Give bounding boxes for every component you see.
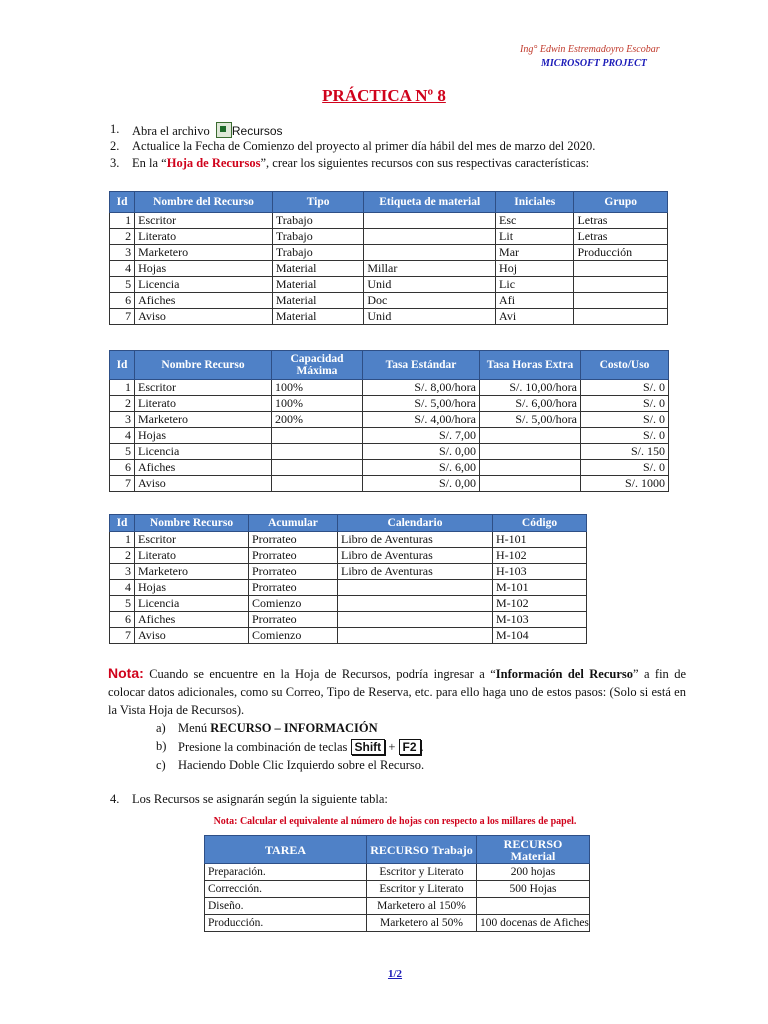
table-cell: Diseño. — [205, 898, 367, 915]
table-row — [110, 596, 587, 612]
nota-text-pre: Cuando se encuentre en la Hoja de Recursos, podría ingresar a “ — [143, 667, 496, 681]
col-header: Calendario — [338, 515, 493, 532]
table-cell: Doc — [364, 293, 496, 309]
table-cell: S/. 8,00/hora — [363, 380, 480, 396]
table-cell: Marketero — [135, 245, 273, 261]
table-cell: Letras — [574, 213, 668, 229]
table-cell — [480, 460, 581, 476]
assignment-table — [204, 835, 590, 932]
table-cell: Afiches — [135, 612, 249, 628]
table-cell: S/. 0,00 — [363, 476, 480, 492]
table-cell: 4 — [110, 580, 135, 596]
col-header: Tasa Estándar — [363, 351, 480, 380]
table-cell: S/. 7,00 — [363, 428, 480, 444]
table-cell — [338, 596, 493, 612]
table-cell — [364, 229, 496, 245]
table-cell: Unid — [364, 309, 496, 325]
table-cell: Unid — [364, 277, 496, 293]
table-cell: Producción — [574, 245, 668, 261]
step-text: Los Recursos se asignarán según la siguiente tabla: — [132, 792, 388, 806]
table-cell: M-103 — [493, 612, 587, 628]
table-cell: Esc — [496, 213, 574, 229]
table-row — [110, 628, 587, 644]
col-header: Id — [110, 192, 135, 213]
page-title: PRÁCTICA Nº 8 — [322, 86, 446, 105]
nota-paragraph — [108, 664, 686, 719]
page-number: 1/2 — [387, 968, 403, 980]
table-cell: S/. 10,00/hora — [480, 380, 581, 396]
table-cell: 5 — [110, 444, 135, 460]
table-cell: Libro de Aventuras — [338, 532, 493, 548]
table-cell — [272, 428, 363, 444]
table-row — [110, 396, 669, 412]
table-cell — [480, 428, 581, 444]
table-cell: Mar — [496, 245, 574, 261]
table-cell: Prorrateo — [249, 548, 338, 564]
table-cell — [480, 444, 581, 460]
table-cell: Lit — [496, 229, 574, 245]
table-row — [110, 380, 669, 396]
table-cell: 5 — [110, 596, 135, 612]
table-cell: Hojas — [135, 428, 272, 444]
table-cell: S/. 150 — [581, 444, 669, 460]
table-cell: S/. 0 — [581, 380, 669, 396]
table-cell: Afiches — [135, 293, 273, 309]
step-text-pre: En la “ — [132, 156, 167, 170]
table-cell: Literato — [135, 396, 272, 412]
table-cell: Material — [272, 293, 363, 309]
table-row — [110, 309, 668, 325]
table-cell: Marketero al 150% — [367, 898, 477, 915]
table-cell: 100% — [272, 380, 363, 396]
table-cell: Material — [272, 261, 363, 277]
table-cell — [574, 261, 668, 277]
col-header: Nombre Recurso — [135, 351, 272, 380]
table-cell: Aviso — [135, 628, 249, 644]
col-header: Nombre Recurso — [135, 515, 249, 532]
table-row — [110, 229, 668, 245]
table-cell: Libro de Aventuras — [338, 564, 493, 580]
table-cell: S/. 6,00 — [363, 460, 480, 476]
table-cell: S/. 0 — [581, 460, 669, 476]
header-course: MICROSOFT PROJECT — [541, 58, 647, 69]
table-cell: S/. 4,00/hora — [363, 412, 480, 428]
table-cell: 2 — [110, 548, 135, 564]
table-cell: S/. 0 — [581, 428, 669, 444]
table-cell: 3 — [110, 245, 135, 261]
table-cell: Trabajo — [272, 245, 363, 261]
resource-calendar-table — [109, 514, 587, 644]
table-cell: M-102 — [493, 596, 587, 612]
header-author: Ing° Edwin Estremadoyro Escobar — [520, 44, 660, 55]
table-cell: 200% — [272, 412, 363, 428]
item-letter: b) — [156, 739, 167, 753]
table-cell: H-102 — [493, 548, 587, 564]
table-cell: Comienzo — [249, 628, 338, 644]
table-cell: 6 — [110, 293, 135, 309]
table-cell: Letras — [574, 229, 668, 245]
table-cell: 100 docenas de Afiches — [477, 915, 590, 932]
col-header: Capacidad Máxima — [272, 351, 363, 380]
table-row — [205, 898, 590, 915]
table-cell: Licencia — [135, 444, 272, 460]
item-text: Presione la combinación de teclas — [178, 740, 351, 754]
table-cell: M-104 — [493, 628, 587, 644]
table-cell: 7 — [110, 628, 135, 644]
table-cell: Prorrateo — [249, 612, 338, 628]
col-header: Etiqueta de material — [364, 192, 496, 213]
table-cell — [477, 898, 590, 915]
table-cell: Afi — [496, 293, 574, 309]
table-cell: Afiches — [135, 460, 272, 476]
table-cell: S/. 1000 — [581, 476, 669, 492]
table-cell: 200 hojas — [477, 864, 590, 881]
table-cell: 500 Hojas — [477, 881, 590, 898]
col-header: Tipo — [272, 192, 363, 213]
table-row — [110, 293, 668, 309]
item-letter: a) — [156, 721, 166, 735]
table-cell — [338, 612, 493, 628]
table-cell: Hojas — [135, 261, 273, 277]
table-cell: S/. 0 — [581, 412, 669, 428]
step-number: 1. — [110, 122, 120, 136]
table-row — [110, 612, 587, 628]
col-header: Costo/Uso — [581, 351, 669, 380]
table-cell — [272, 476, 363, 492]
table-cell: 6 — [110, 612, 135, 628]
table-cell: Literato — [135, 548, 249, 564]
table-row — [110, 476, 669, 492]
table-cell — [338, 580, 493, 596]
col-header: Acumular — [249, 515, 338, 532]
table-row — [110, 444, 669, 460]
table-row — [205, 864, 590, 881]
nota-text-bold: Información del Recurso — [495, 667, 633, 681]
table-cell: 7 — [110, 476, 135, 492]
table-cell: Prorrateo — [249, 580, 338, 596]
col-header: Nombre del Recurso — [135, 192, 273, 213]
table-cell: 4 — [110, 261, 135, 277]
table-cell: Escritor y Literato — [367, 864, 477, 881]
table-cell: 1 — [110, 213, 135, 229]
table-cell: 6 — [110, 460, 135, 476]
table-cell: 2 — [110, 229, 135, 245]
table-cell: 1 — [110, 532, 135, 548]
table-cell: Licencia — [135, 596, 249, 612]
col-header: Tasa Horas Extra — [480, 351, 581, 380]
item-bold: RECURSO – INFORMACIÓN — [210, 721, 378, 735]
table-cell: Prorrateo — [249, 532, 338, 548]
table-cell — [574, 309, 668, 325]
table-cell: Trabajo — [272, 213, 363, 229]
step-number: 3. — [110, 156, 120, 170]
table-cell: Marketero — [135, 564, 249, 580]
table-row — [110, 564, 587, 580]
table-cell: Hoj — [496, 261, 574, 277]
table-cell: Lic — [496, 277, 574, 293]
table-cell — [364, 245, 496, 261]
note-calculation: Nota: Calcular el equivalente al número de hojas con respecto a los millares de papel. — [213, 816, 577, 827]
table-row — [110, 580, 587, 596]
table-cell: 5 — [110, 277, 135, 293]
plus-sign: + — [385, 740, 399, 754]
shift-key: Shift — [351, 739, 386, 755]
resource-rates-table — [109, 350, 669, 492]
table-cell — [574, 293, 668, 309]
table-row — [110, 548, 587, 564]
table-cell: Comienzo — [249, 596, 338, 612]
table-cell: Material — [272, 309, 363, 325]
table-row — [205, 881, 590, 898]
table-cell — [338, 628, 493, 644]
table-cell: Producción. — [205, 915, 367, 932]
table-cell: 2 — [110, 396, 135, 412]
table-cell: Hojas — [135, 580, 249, 596]
table-cell — [480, 476, 581, 492]
step-text-post: ”, crear los siguientes recursos con sus respectivas características: — [260, 156, 590, 170]
table-cell: Escritor y Literato — [367, 881, 477, 898]
table-row — [110, 277, 668, 293]
table-cell — [272, 460, 363, 476]
table-row — [110, 412, 669, 428]
table-cell: S/. 6,00/hora — [480, 396, 581, 412]
table-row — [110, 245, 668, 261]
table-cell: 4 — [110, 428, 135, 444]
project-file-icon[interactable] — [216, 122, 232, 138]
table-cell: 1 — [110, 380, 135, 396]
item-text: Menú — [178, 721, 211, 735]
table-cell — [272, 444, 363, 460]
table-cell: Libro de Aventuras — [338, 548, 493, 564]
item-letter: c) — [156, 758, 166, 772]
table-cell: Corrección. — [205, 881, 367, 898]
table-cell: Avi — [496, 309, 574, 325]
col-header: RECURSO Trabajo — [367, 836, 477, 864]
table-cell: M-101 — [493, 580, 587, 596]
nota-text-post: ” a fin de colocar datos adicionales, como su Correo, Tipo de Reserva, etc. para ello haga uno de estos pasos: (Solo si está en la Vista Hoja de Recursos). — [108, 667, 687, 717]
table-cell: S/. 5,00/hora — [480, 412, 581, 428]
table-cell: H-103 — [493, 564, 587, 580]
table-cell: 7 — [110, 309, 135, 325]
table-cell: Prorrateo — [249, 564, 338, 580]
table-row — [110, 428, 669, 444]
table-cell: Preparación. — [205, 864, 367, 881]
step-text-bold: Hoja de Recursos — [166, 156, 261, 170]
table-cell: 100% — [272, 396, 363, 412]
step-text: Abra el archivo — [132, 124, 210, 138]
f2-key: F2 — [399, 739, 421, 755]
table-cell: Marketero — [135, 412, 272, 428]
table-cell: Aviso — [135, 309, 273, 325]
table-row — [110, 213, 668, 229]
table-cell: Escritor — [135, 380, 272, 396]
item-text: Haciendo Doble Clic Izquierdo sobre el Recurso. — [178, 758, 425, 772]
table-cell: Aviso — [135, 476, 272, 492]
table-cell: Marketero al 50% — [367, 915, 477, 932]
table-cell — [574, 277, 668, 293]
col-header: Grupo — [574, 192, 668, 213]
resource-types-table — [109, 191, 668, 325]
table-cell: Escritor — [135, 213, 273, 229]
table-cell: 3 — [110, 412, 135, 428]
table-cell: Millar — [364, 261, 496, 277]
col-header: RECURSO Material — [477, 836, 590, 864]
table-cell: Licencia — [135, 277, 273, 293]
col-header: Id — [110, 515, 135, 532]
col-header: TAREA — [205, 836, 367, 864]
table-cell: Escritor — [135, 532, 249, 548]
table-cell: H-101 — [493, 532, 587, 548]
table-cell — [364, 213, 496, 229]
col-header: Código — [493, 515, 587, 532]
file-label[interactable]: Recursos — [231, 124, 283, 138]
item-text-post: . — [420, 740, 424, 754]
table-cell: S/. 0,00 — [363, 444, 480, 460]
step-text: Actualice la Fecha de Comienzo del proyecto al primer día hábil del mes de marzo del 2020. — [132, 139, 596, 153]
col-header: Iniciales — [496, 192, 574, 213]
col-header: Id — [110, 351, 135, 380]
table-cell: S/. 5,00/hora — [363, 396, 480, 412]
table-cell: S/. 0 — [581, 396, 669, 412]
table-cell: Literato — [135, 229, 273, 245]
table-cell: 3 — [110, 564, 135, 580]
table-cell: Trabajo — [272, 229, 363, 245]
step-number: 4. — [110, 792, 120, 806]
table-row — [110, 460, 669, 476]
step-number: 2. — [110, 139, 120, 153]
table-row — [205, 915, 590, 932]
nota-label: Nota: — [108, 665, 144, 681]
table-row — [110, 261, 668, 277]
table-cell: Material — [272, 277, 363, 293]
table-row — [110, 532, 587, 548]
